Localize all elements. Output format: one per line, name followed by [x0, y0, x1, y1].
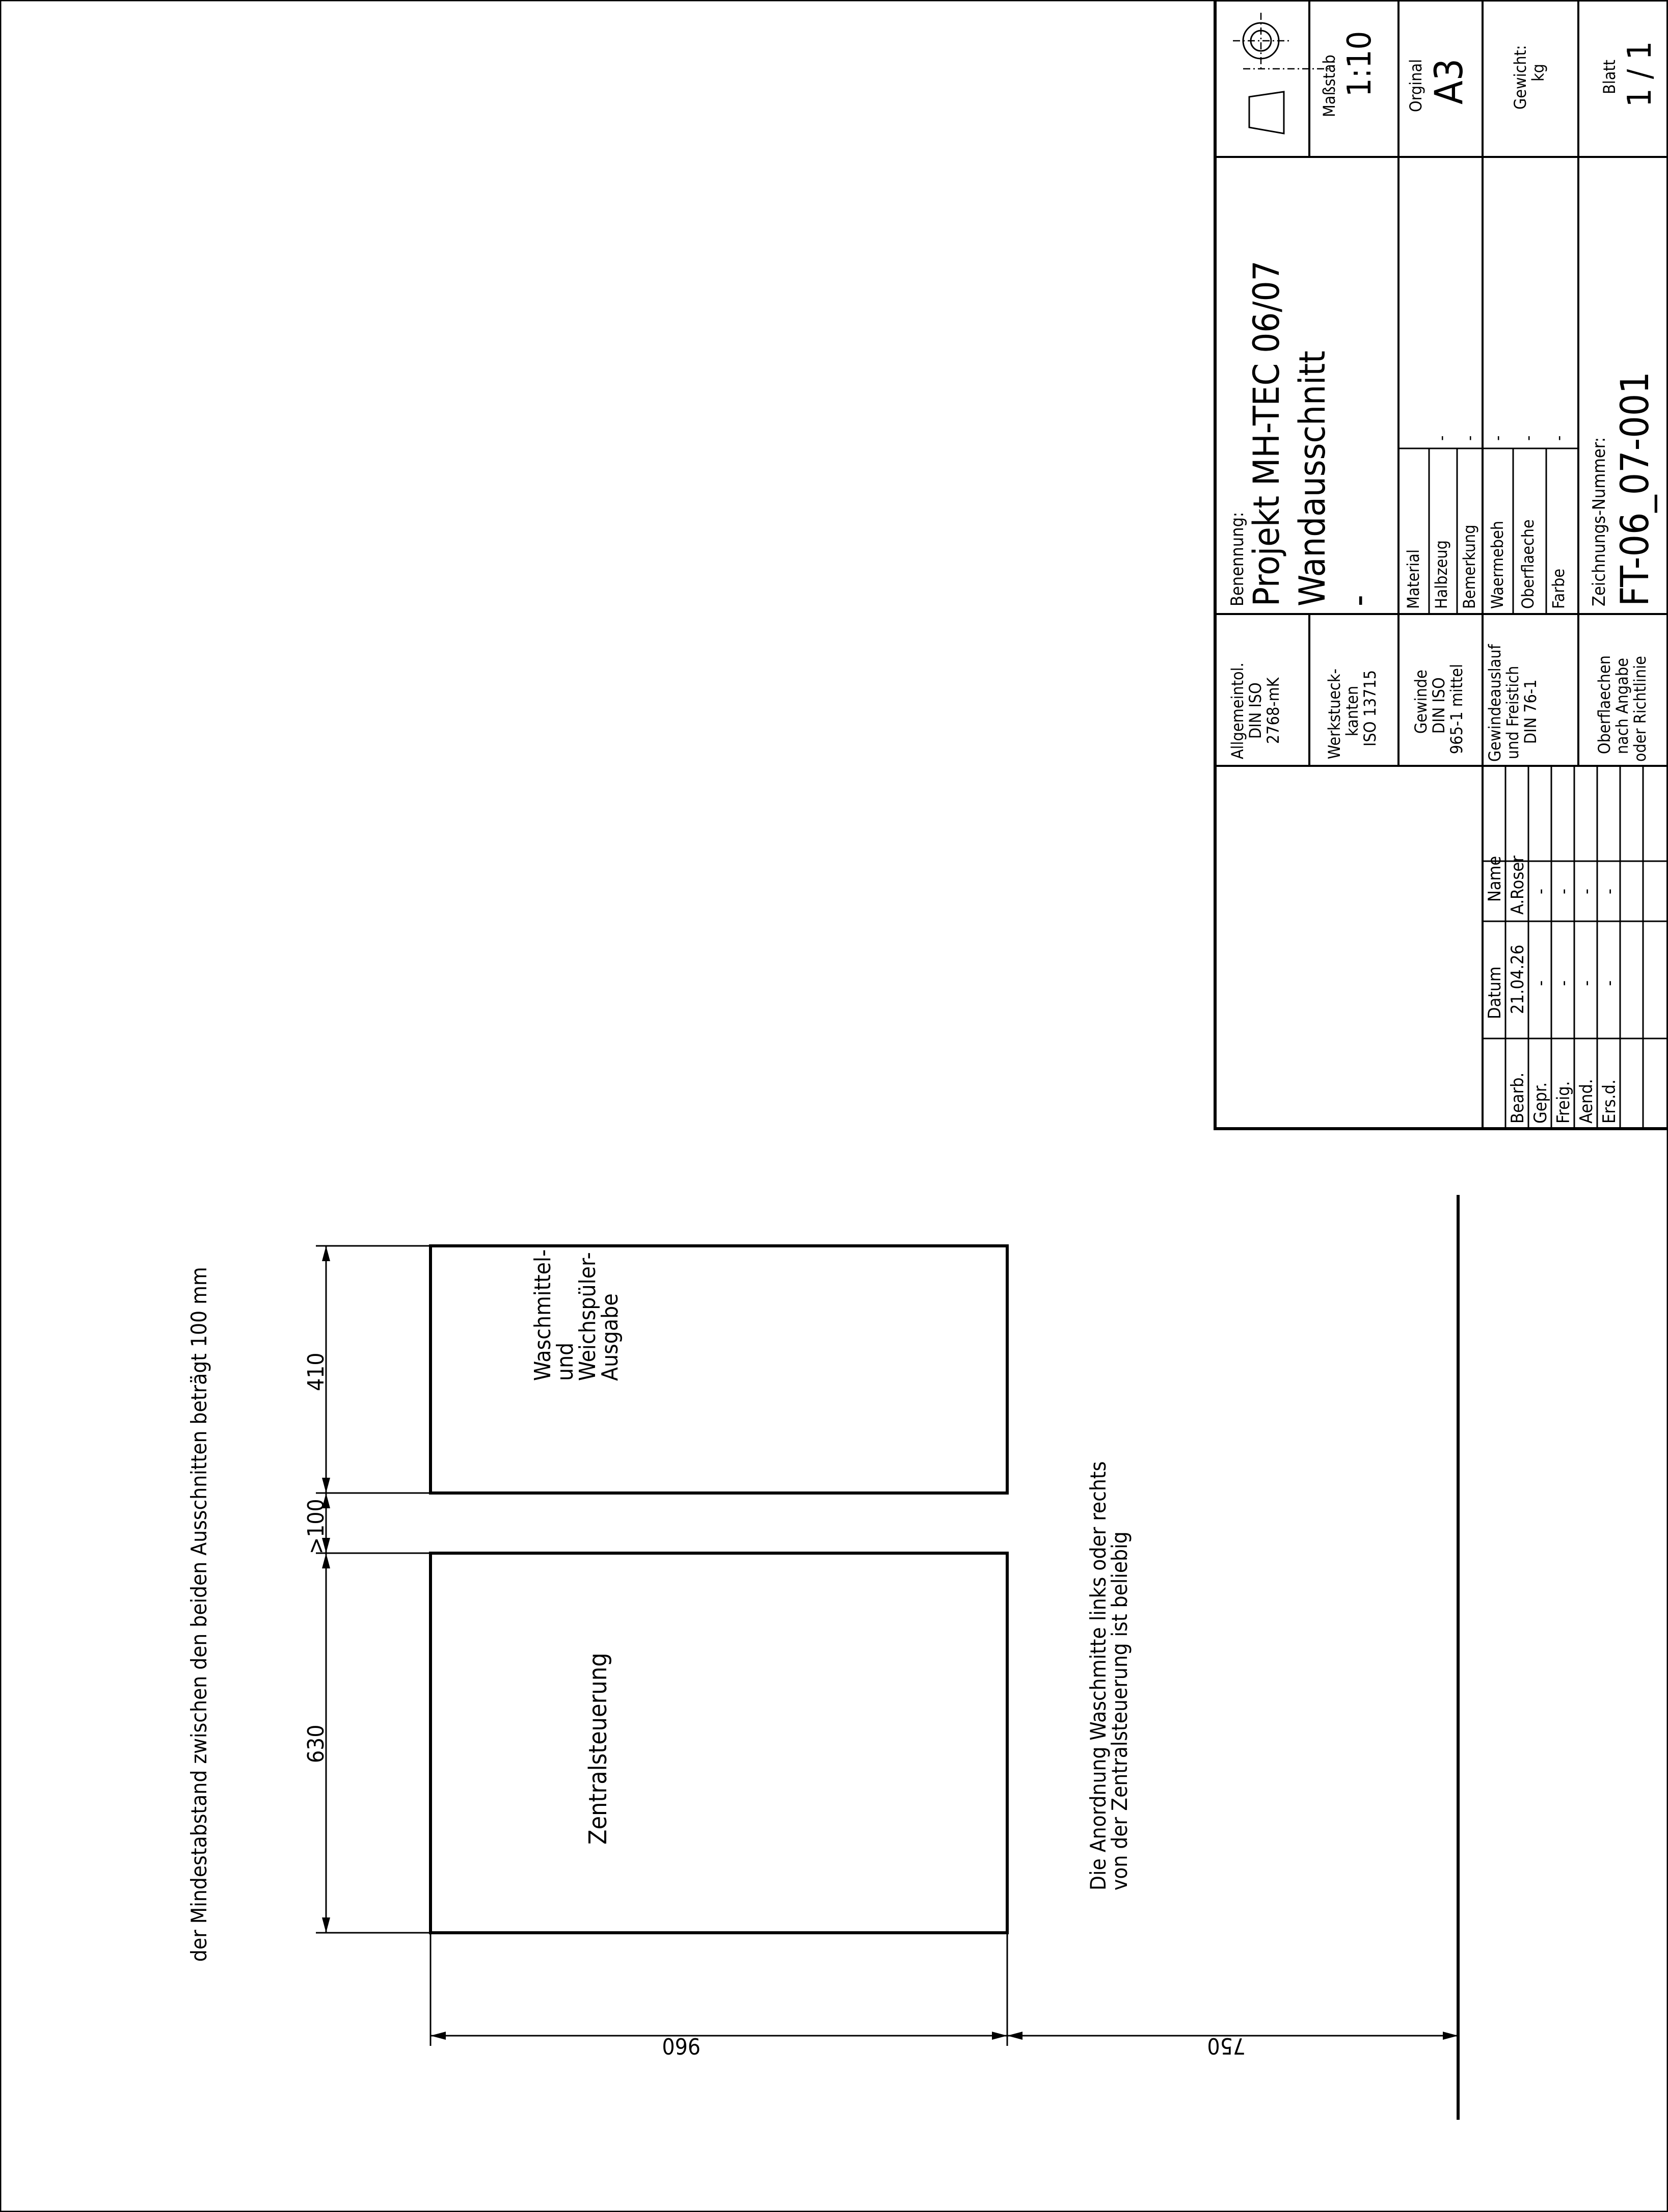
prop-waermebeh-value: -	[1488, 435, 1507, 441]
standard-line: 965-1 mittel	[1447, 663, 1466, 754]
prop-farbe-value: -	[1549, 435, 1568, 441]
standard-oberflaechen	[1595, 655, 1650, 762]
prop-material-label: Material	[1404, 549, 1423, 609]
detergent-label-line1: Waschmittel-	[530, 1249, 556, 1381]
standard-line: Werkstueck-	[1325, 669, 1344, 759]
rev-label: Ers.d.	[1599, 1079, 1620, 1124]
prop-oberflaeche-value: -	[1518, 435, 1538, 441]
rev-name: -	[1530, 888, 1551, 894]
prop-oberflaeche-label: Oberflaeche	[1518, 519, 1538, 609]
standard-line: Allgemeintol.	[1228, 662, 1247, 759]
benennung-label: Benennung:	[1227, 512, 1248, 606]
benennung-line3: -	[1337, 595, 1379, 606]
note-min-distance: der Mindestabstand zwischen den beiden Ausschnitten beträgt 100 mm	[186, 1267, 211, 1962]
dim-floor-offset: 750	[1207, 2033, 1246, 2059]
standard-line: DIN 76-1	[1521, 679, 1540, 744]
detergent-label-line2: und	[552, 1342, 578, 1381]
standard-line: DIN ISO	[1429, 677, 1448, 734]
standard-line: nach Angabe	[1612, 658, 1632, 754]
rev-name: -	[1553, 888, 1574, 894]
blatt-value: 1 / 1	[1621, 41, 1659, 107]
massstab-value: 1:10	[1341, 31, 1379, 97]
prop-bemerkung-label: Bemerkung	[1460, 524, 1479, 609]
rev-label: Gepr.	[1530, 1082, 1551, 1124]
standard-line: und Freistich	[1503, 665, 1522, 759]
gewicht-label: Gewicht:	[1511, 45, 1530, 110]
zeichnungsnummer: FT-06_07-001	[1612, 371, 1657, 606]
standard-line: oder Richtlinie	[1630, 656, 1650, 762]
gewicht-unit: kg	[1528, 64, 1548, 82]
prop-bemerkung-value: -	[1460, 435, 1479, 441]
rev-label: Freig.	[1553, 1081, 1574, 1124]
standard-line: ISO 13715	[1360, 670, 1380, 747]
rev-datum: -	[1576, 980, 1597, 986]
detergent-label-line3: Weichspüler-	[575, 1252, 601, 1381]
note-arrangement-line2: von der Zentralsteuerung ist beliebig	[1107, 1531, 1132, 1890]
rev-datum: -	[1599, 980, 1620, 986]
standard-line: kanten	[1342, 685, 1362, 736]
detergent-label-line4: Ausgabe	[597, 1293, 623, 1381]
rev-datum: -	[1553, 980, 1574, 986]
zeichnungsnummer-label: Zeichnungs-Nummer:	[1589, 437, 1609, 606]
dim-width: 960	[662, 2033, 701, 2059]
prop-waermebeh-label: Waermebeh	[1488, 520, 1507, 609]
prop-farbe-label: Farbe	[1549, 568, 1568, 609]
standard-line: DIN ISO	[1246, 682, 1265, 739]
rev-name: -	[1599, 888, 1620, 894]
control-label: Zentralsteuerung	[584, 1653, 612, 1845]
original-value: A3	[1426, 58, 1471, 104]
dim-gap: >100	[303, 1499, 329, 1554]
prop-halbzeug-label: Halbzeug	[1432, 540, 1451, 609]
blatt-label: Blatt	[1600, 60, 1619, 94]
dim-upper-height: 410	[303, 1352, 329, 1391]
massstab-label: Maßstab	[1320, 55, 1339, 117]
dim-lower-height: 630	[303, 1724, 329, 1763]
rev-label: Bearb.	[1508, 1072, 1528, 1124]
benennung-line2: Wandausschnitt	[1292, 351, 1333, 606]
rev-header-name: Name	[1485, 856, 1505, 902]
standard-line: Oberflaechen	[1595, 655, 1614, 754]
rev-name: -	[1576, 888, 1597, 894]
standard-line: Gewindeauslauf	[1485, 644, 1504, 762]
prop-halbzeug-value: -	[1432, 435, 1451, 441]
rev-label: Aend.	[1576, 1079, 1597, 1124]
benennung-line1: Projekt MH-TEC 06/07	[1246, 260, 1287, 606]
rev-name: A.Roser	[1508, 856, 1528, 915]
rev-datum: 21.04.26	[1508, 944, 1528, 1014]
rev-datum: -	[1530, 980, 1551, 986]
rev-header-datum: Datum	[1485, 966, 1505, 1019]
note-arrangement-line1: Die Anordnung Waschmitte links oder rechts	[1086, 1461, 1111, 1890]
standard-line: Gewinde	[1411, 670, 1431, 734]
revision-row-bearb	[1508, 856, 1528, 1124]
original-label: Orginal	[1406, 59, 1425, 112]
standard-line: 2768-mK	[1263, 677, 1283, 744]
